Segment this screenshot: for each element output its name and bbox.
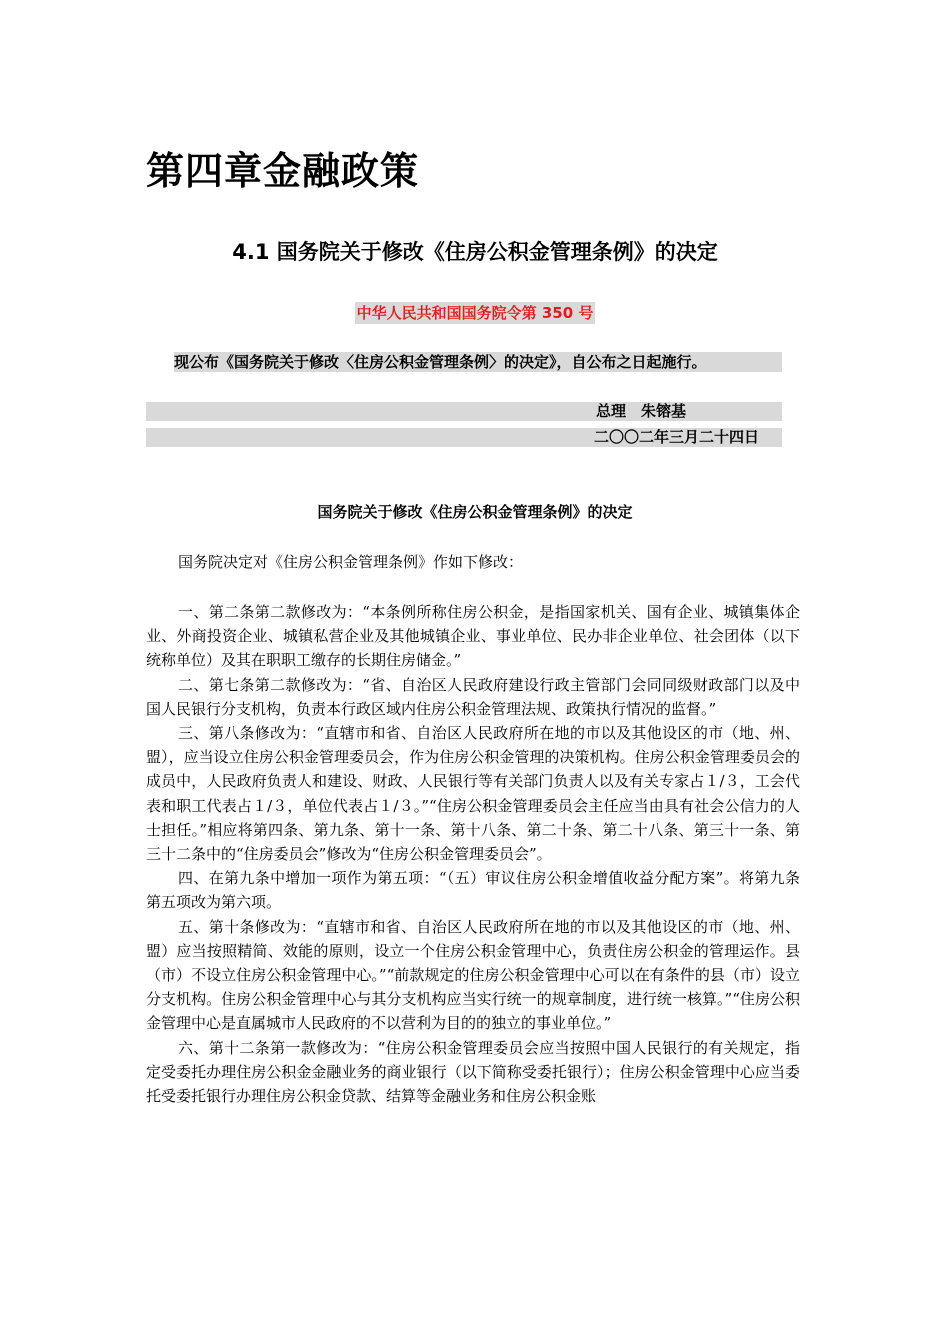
decree-line [0,302,950,324]
amendment-paragraph-6: 六、第十二条第一款修改为：“住房公积金管理委员会应当按照中国人民银行的有关规定，指定受委托办理住房公积金金融业务的商业银行（以下简称受委托银行）；住房公积金管理中心应当委托受委托银行办理住房公积金贷款、结算等金融业务和住房公积金账 [146,1038,800,1106]
chapter-title: 第四章金融政策 [146,149,420,193]
signature: 总理 朱镕基 [596,402,687,420]
amendment-paragraph-5: 五、第十条修改为：“直辖市和省、自治区人民政府所在地的市以及其他设区的市（地、州、盟）应当按照精简、效能的原则，设立一个住房公积金管理中心，负责住房公积金的管理运作。县（市）不设立住房公积金管理中心。”“前款规定的住房公积金管理中心可以在有条件的县（市）设立分支机构。住房公积金管理中心与其分支机构应当实行统一的规章制度，进行统一核算。”“住房公积金管理中心是直属城市人民政府的不以营利为目的的独立的事业单位。” [146,917,800,1033]
section-title: 4.1 国务院关于修改《住房公积金管理条例》的决定 [232,240,718,264]
signature-line [146,402,782,421]
signature-date: 二〇〇二年三月二十四日 [594,428,760,446]
intro-paragraph: 国务院决定对《住房公积金管理条例》作如下修改： [178,553,524,571]
amendment-paragraph-1: 一、第二条第二款修改为：“本条例所称住房公积金，是指国家机关、国有企业、城镇集体企业、外商投资企业、城镇私营企业及其他城镇企业、事业单位、民办非企业单位、社会团体（以下统称单位）及其在职职工缴存的长期住房储金。” [146,603,800,670]
amendment-body [146,600,800,1108]
amendment-paragraph-4: 四、在第九条中增加一项作为第五项：“（五）审议住房公积金增值收益分配方案”。将第九条第五项改为第六项。 [146,869,800,912]
document-title: 国务院关于修改《住房公积金管理条例》的决定 [317,503,633,521]
decree-number: 中华人民共和国国务院令第 350 号 [356,304,594,322]
amendment-paragraph-3: 三、第八条修改为：“直辖市和省、自治区人民政府所在地的市以及其他设区的市（地、州、盟），应当设立住房公积金管理委员会，作为住房公积金管理的决策机构。住房公积金管理委员会的成员中，人民政府负责人和建设、财政、人民银行等有关部门负责人以及有关专家占１/３，工会代表和职工代表占１/３，单位代表占１/３。”“住房公积金管理委员会主任应当由具有社会公信力的人士担任。”相应将第四条、第九条、第十一条、第十八条、第二十条、第二十八条、第三十一条、第三十二条中的“住房委员会”修改为“住房公积金管理委员会”。 [146,724,800,864]
promulgation-text: 现公布《国务院关于修改〈住房公积金管理条例〉的决定》，自公布之日起施行。 [174,352,782,372]
amendment-paragraph-2: 二、第七条第二款修改为：“省、自治区人民政府建设行政主管部门会同同级财政部门以及中国人民银行分支机构，负责本行政区域内住房公积金管理法规、政策执行情况的监督。” [146,675,800,718]
date-line [146,428,782,447]
